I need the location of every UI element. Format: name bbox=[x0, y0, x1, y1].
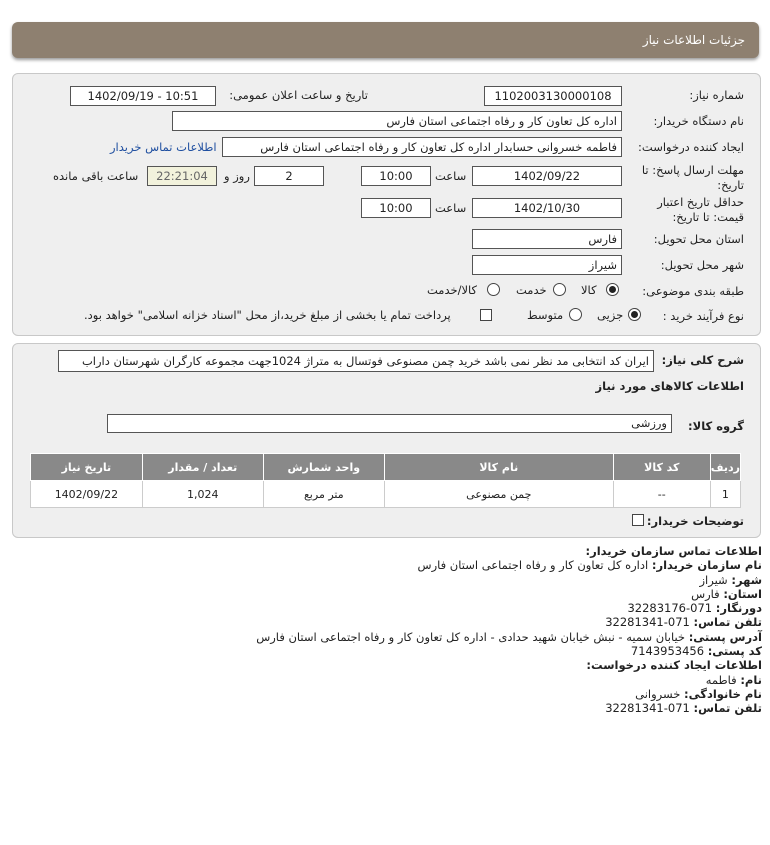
category-radio-goods[interactable] bbox=[606, 283, 619, 296]
days-label: روز و bbox=[224, 169, 250, 183]
treasury-note: پرداخت تمام یا بخشی از مبلغ خرید،از محل "اسناد خزانه اسلامی" خواهد بود. bbox=[84, 308, 451, 322]
cell-name: چمن مصنوعی bbox=[384, 481, 613, 508]
creator-first-name-label: نام: bbox=[740, 672, 762, 687]
contact-fax-value: 071-32283176 bbox=[627, 601, 713, 616]
contact-city-value: شیراز bbox=[699, 572, 728, 587]
creator-phone-label: تلفن تماس: bbox=[693, 701, 762, 716]
table-row bbox=[31, 481, 741, 508]
deadline-label-2: تاریخ: bbox=[717, 178, 744, 192]
goods-group-field: ورزشی bbox=[107, 414, 672, 433]
creator-phone-value: 071-32281341 bbox=[605, 701, 690, 716]
goods-group-label: گروه کالا: bbox=[688, 419, 744, 433]
contact-org bbox=[256, 558, 762, 572]
goods-info-title: اطلاعات کالاهای مورد نیاز bbox=[595, 379, 744, 393]
goods-table bbox=[30, 453, 741, 508]
description-field: ایران کد انتخابی مد نظر نمی باشد خرید چمن مصنوعی فوتسال به متراژ 1024جهت مجموعه کارگران شهرستان داراب bbox=[58, 350, 654, 372]
category-radio-service[interactable] bbox=[553, 283, 566, 296]
deadline-date-field: 1402/09/22 bbox=[472, 166, 622, 186]
validity-date-field: 1402/10/30 bbox=[472, 198, 622, 218]
creator-first-name bbox=[256, 673, 762, 687]
treasury-checkbox[interactable] bbox=[480, 309, 492, 321]
creator-phone bbox=[256, 701, 762, 715]
validity-label-1: حداقل تاریخ اعتبار bbox=[657, 195, 744, 209]
deadline-time-field: 10:00 bbox=[361, 166, 431, 186]
cell-code: -- bbox=[613, 481, 710, 508]
contact-address-label: آدرس پستی: bbox=[688, 629, 762, 644]
purchase-radio-medium[interactable] bbox=[569, 308, 582, 321]
category-label: طبقه بندی موضوعی: bbox=[642, 284, 744, 298]
validity-label-2: قیمت: تا تاریخ: bbox=[672, 210, 744, 224]
buyer-org-field: اداره کل تعاون کار و رفاه اجتماعی استان فارس bbox=[172, 111, 622, 131]
contact-org-label: نام سازمان خریدار: bbox=[651, 558, 762, 573]
days-field: 2 bbox=[254, 166, 324, 186]
need-number-label: شماره نیاز: bbox=[689, 88, 744, 102]
remaining-label: ساعت باقی مانده bbox=[53, 169, 139, 183]
description-panel bbox=[12, 343, 761, 538]
creator-last-name bbox=[256, 687, 762, 701]
description-label: شرح کلی نیاز: bbox=[661, 353, 744, 367]
cell-unit: متر مربع bbox=[263, 481, 384, 508]
buyer-notes-checkbox[interactable] bbox=[632, 514, 644, 526]
page-header bbox=[12, 22, 759, 58]
purchase-type-label: نوع فرآیند خرید : bbox=[662, 309, 744, 323]
contact-postal bbox=[256, 644, 762, 658]
buyer-org-label: نام دستگاه خریدار: bbox=[653, 114, 744, 128]
validity-time-field: 10:00 bbox=[361, 198, 431, 218]
category-option-service: خدمت bbox=[516, 283, 547, 297]
contact-address-value: خیابان سمیه - نبش خیابان شهید حدادی - اداره کل تعاون کار و رفاه اجتماعی استان فارس bbox=[256, 629, 686, 644]
contact-city-label: شهر: bbox=[731, 572, 762, 587]
contact-city bbox=[256, 573, 762, 587]
buyer-contact-link[interactable]: اطلاعات تماس خریدار bbox=[110, 140, 217, 154]
page-title: جزئیات اطلاعات نیاز bbox=[642, 33, 745, 47]
contact-postal-label: کد پستی: bbox=[707, 644, 762, 659]
col-date: تاریخ نیاز bbox=[31, 454, 143, 481]
province-field: فارس bbox=[472, 229, 622, 249]
col-name: نام کالا bbox=[384, 454, 613, 481]
creator-last-name-label: نام خانوادگی: bbox=[684, 686, 762, 701]
buyer-notes-label: توضیحات خریدار: bbox=[646, 514, 744, 528]
validity-time-label: ساعت bbox=[435, 201, 467, 215]
cell-qty: 1,024 bbox=[142, 481, 263, 508]
contact-phone bbox=[256, 615, 762, 629]
contact-province-label: استان: bbox=[723, 586, 762, 601]
contact-address bbox=[256, 630, 762, 644]
remaining-time-field: 22:21:04 bbox=[147, 166, 217, 186]
contact-province-value: فارس bbox=[691, 586, 720, 601]
contact-phone-value: 071-32281341 bbox=[605, 615, 690, 630]
col-unit: واحد شمارش bbox=[263, 454, 384, 481]
announce-label: تاریخ و ساعت اعلان عمومی: bbox=[229, 88, 368, 102]
announce-field: 1402/09/19 - 10:51 bbox=[70, 86, 216, 106]
cell-row: 1 bbox=[710, 481, 740, 508]
creator-field: فاطمه خسروانی حسابدار اداره کل تعاون کار و رفاه اجتماعی استان فارس bbox=[222, 137, 622, 157]
contact-section bbox=[256, 544, 762, 716]
contact-org-value: اداره کل تعاون کار و رفاه اجتماعی استان فارس bbox=[417, 558, 649, 573]
contact-province bbox=[256, 587, 762, 601]
purchase-option-medium: متوسط bbox=[527, 308, 564, 322]
city-field: شیراز bbox=[472, 255, 622, 275]
col-row: ردیف bbox=[710, 454, 740, 481]
category-option-goods: کالا bbox=[581, 283, 597, 297]
creator-first-name-value: فاطمه bbox=[705, 672, 737, 687]
contact-fax-label: دورنگار: bbox=[715, 601, 762, 616]
col-qty: تعداد / مقدار bbox=[142, 454, 263, 481]
creator-label: ایجاد کننده درخواست: bbox=[638, 140, 744, 154]
purchase-radio-minor[interactable] bbox=[628, 308, 641, 321]
creator-last-name-value: خسروانی bbox=[635, 686, 681, 701]
deadline-time-label: ساعت bbox=[435, 169, 467, 183]
need-number-field: 1102003130000108 bbox=[484, 86, 622, 106]
contact-phone-label: تلفن تماس: bbox=[693, 615, 762, 630]
goods-table-header bbox=[31, 454, 741, 481]
category-radio-goods-service[interactable] bbox=[487, 283, 500, 296]
col-code: کد کالا bbox=[613, 454, 710, 481]
cell-date: 1402/09/22 bbox=[31, 481, 143, 508]
category-option-goods-service: کالا/خدمت bbox=[427, 283, 478, 297]
contact-fax bbox=[256, 601, 762, 615]
province-label: استان محل تحویل: bbox=[653, 232, 744, 246]
purchase-option-minor: جزیی bbox=[597, 308, 624, 322]
deadline-label-1: مهلت ارسال پاسخ: تا bbox=[641, 163, 744, 177]
creator-title: اطلاعات ایجاد کننده درخواست: bbox=[586, 658, 762, 673]
city-label: شهر محل تحویل: bbox=[660, 258, 744, 272]
contact-title: اطلاعات تماس سازمان خریدار: bbox=[585, 544, 762, 558]
contact-postal-value: 7143953456 bbox=[630, 644, 705, 659]
